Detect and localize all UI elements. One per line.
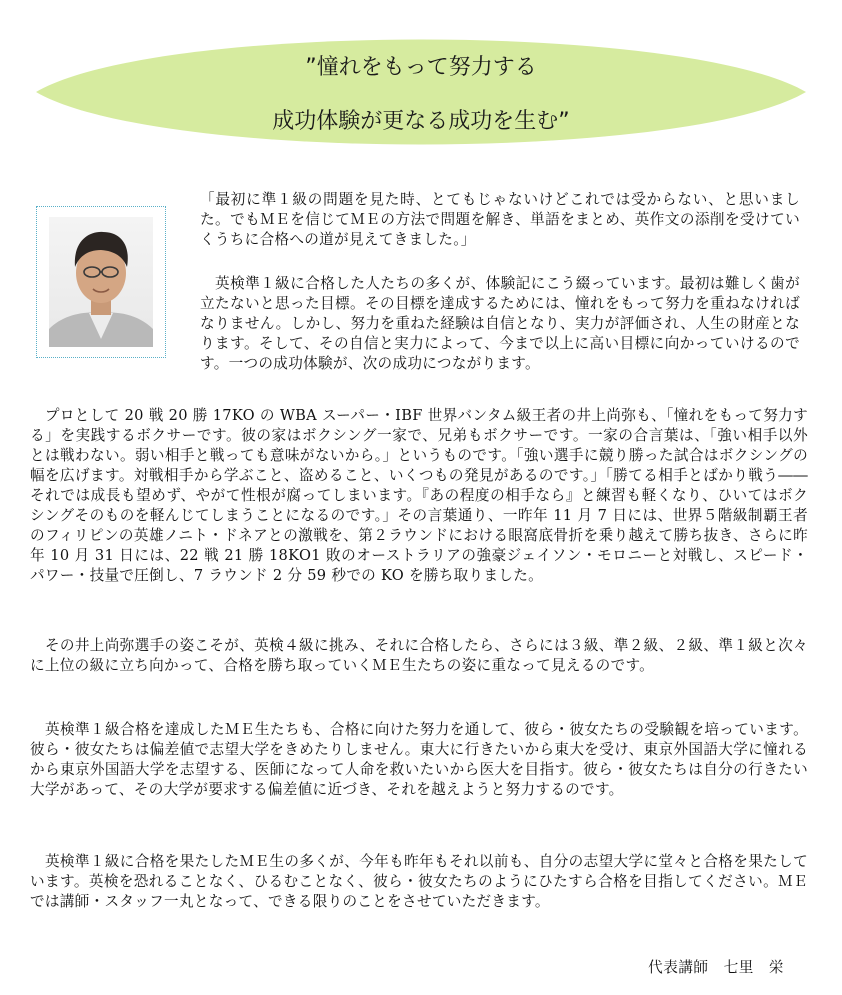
portrait-photo-frame bbox=[36, 206, 166, 358]
intro-paragraph: 英検準１級に合格した人たちの多くが、体験記にこう綴っています。最初は難しく歯が立たないと思った目標。その目標を達成するためには、憧れをもって努力を重ねなければなりません。しかし、努力を重ねた経験は自信となり、実力が評価され、人生の財産となります。そして、その自信と実力によって、今まで以上に高い目標に向かっていけるのです。一つの成功体験が、次の成功につながります。 bbox=[200, 275, 800, 372]
title-banner bbox=[36, 14, 806, 170]
banner-title-line-2: 成功体験が更なる成功を生む” bbox=[272, 109, 570, 134]
banner-title-line-1: ”憧れをもって努力する bbox=[305, 55, 537, 80]
closing-paragraph: 英検準１級に合格を果たしたＭＥ生の多くが、今年も昨年もそれ以前も、自分の志望大学に堂々と合格を果たしています。英検を恐れることなく、ひるむことなく、彼ら・彼女たちのようにひたすら合格を目指してください。ＭＥでは講師・スタッフ一丸となって、できる限りのことをさせていただきます。 bbox=[30, 853, 808, 910]
boxer-story-paragraph: プロとして 20 戦 20 勝 17KO の WBA スーパー・IBF 世界バンタム級王者の井上尚弥も、「憧れをもって努力する」を実践するボクサーです。彼の家はボクシング一家で、兄弟もボクサーです。一家の合言葉は、「強い相手以外とは戦わない。弱い相手と戦っても意味がないから。」というものです。「強い選手に競り勝った試合はボクシングの幅を広げます。対戦相手から学ぶこと、盗めること、いくつもの発見があるのです。」「勝てる相手とばかり戦う――それでは成長も望めず、やがて性根が腐ってしまいます。『あの程度の相手なら』と練習も軽くなり、ひいてはボクシングそのものを軽んじてしまうことになるのです。」その言葉通り、一昨年 11 月 7 日には、世界５階級制覇王者のフィリピンの英雄ノニト・ドネアとの激戦を、第２ラウンドにおける眼窩底骨折を乗り越えて勝ち抜き、さらに昨年 10 月 31 日には、22 戦 21 勝 18KO1 敗のオーストラリアの強豪ジェイソン・モロニーと対戦し、スピード・パワー・技量で圧倒し、7 ラウンド 2 分 59 秒での KO を勝ち取りました。 bbox=[30, 407, 808, 584]
author-signature: 代表講師 七里 栄 bbox=[648, 959, 784, 976]
exam-view-paragraph: 英検準１級合格を達成したＭＥ生たちも、合格に向けた努力を通して、彼ら・彼女たちの受験観を培っています。彼ら・彼女たちは偏差値で志望大学をきめたりしません。東大に行きたいから東大を受け、東京外国語大学に憧れるから東京外国語大学を志望する、医師になって人命を救いたいから医大を目指す。彼ら・彼女たちは自分の行きたい大学があって、その大学が要求する偏差値に近づき、それを越えようと努力するのです。 bbox=[30, 721, 808, 798]
portrait-photo bbox=[49, 217, 153, 347]
banner-leaf-shape bbox=[36, 14, 806, 170]
comparison-paragraph: その井上尚弥選手の姿こそが、英検４級に挑み、それに合格したら、さらには３級、準２級、２級、準１級と次々に上位の級に立ち向かって、合格を勝ち取っていくＭＥ生たちの姿に重なって見えるのです。 bbox=[30, 637, 808, 674]
quote-paragraph: 「最初に準１級の問題を見た時、とてもじゃないけどこれでは受からない、と思いました。でもＭＥを信じてＭＥの方法で問題を解き、単語をまとめ、英作文の添削を受けていくうちに合格への道が見えてきました。」 bbox=[200, 191, 800, 248]
